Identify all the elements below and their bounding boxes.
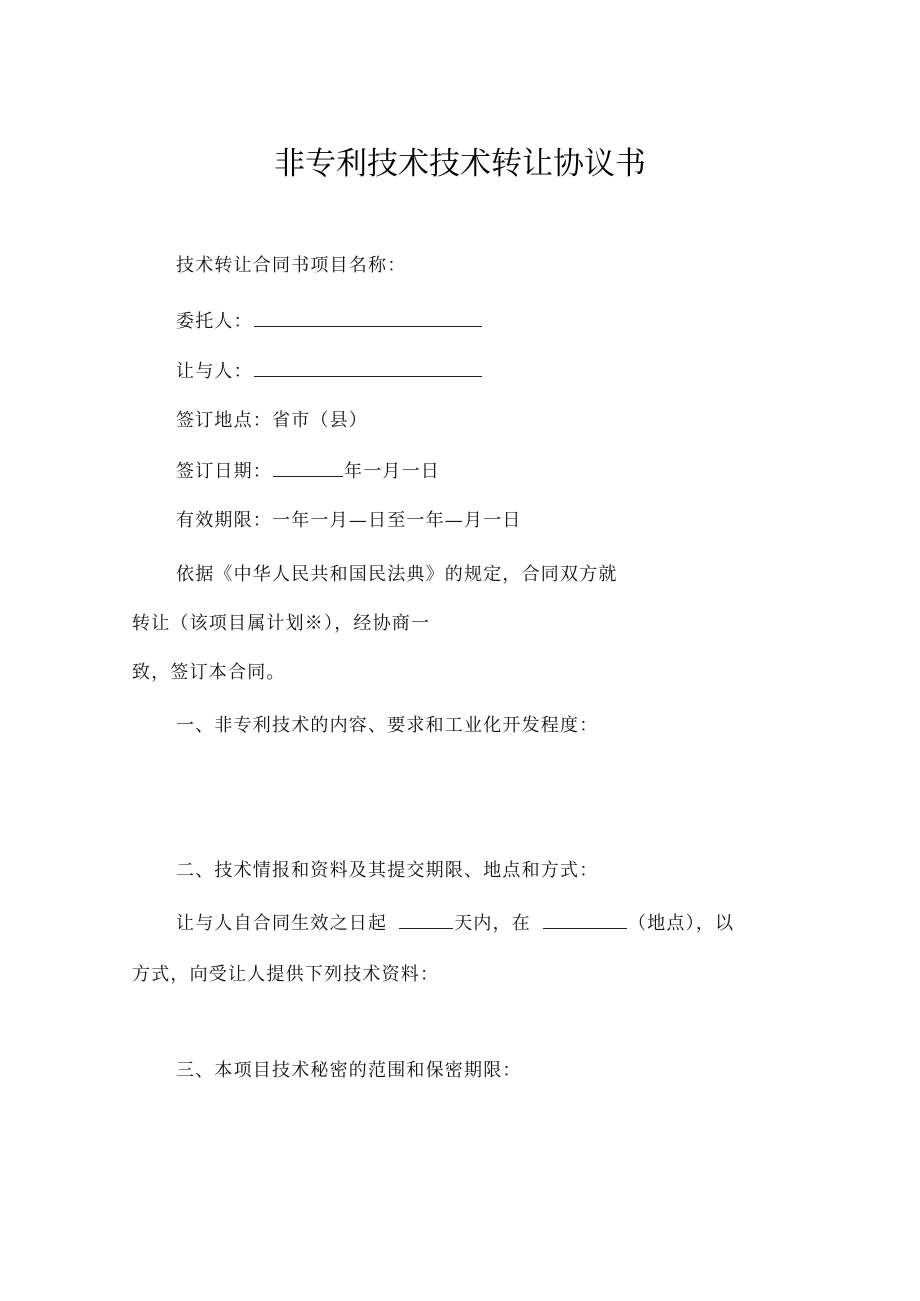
section-2-text-d: 方式，向受让人提供下列技术资料：	[132, 964, 440, 985]
project-name-label: 技术转让合同书项目名称：	[176, 255, 407, 276]
transferor-label: 让与人：	[176, 361, 253, 382]
days-blank	[399, 910, 453, 929]
preamble-text-3: 致，签订本合同。	[132, 662, 286, 683]
transferor-blank	[254, 358, 482, 377]
section-2-heading	[176, 858, 598, 884]
sign-date-rest: 年一月一日	[344, 461, 440, 482]
document-title: 非专利技术技术转让协议书	[274, 146, 646, 182]
client-line	[176, 308, 483, 335]
preamble-text-1: 依据《中华人民共和国民法典》的规定，合同双方就	[176, 564, 618, 585]
section-1-text: 一、非专利技术的内容、要求和工业化开发程度：	[176, 715, 599, 736]
sign-date-label: 签订日期：	[176, 461, 272, 482]
section-2-text: 二、技术情报和资料及其提交期限、地点和方式：	[176, 860, 599, 881]
section-2-text-c: （地点），以	[628, 913, 735, 934]
sign-place-label: 签订地点：省市（县）	[176, 410, 368, 431]
preamble-line-2	[132, 611, 430, 637]
section-2-line-2	[132, 962, 439, 988]
place-blank	[543, 910, 627, 929]
section-2-text-b: 天内，在	[454, 913, 532, 934]
preamble-text-2: 转让（该项目属计划※），经协商一	[132, 613, 431, 634]
preamble-line-1	[176, 562, 618, 588]
section-1-heading	[176, 713, 598, 739]
section-3-text: 三、本项目技术秘密的范围和保密期限：	[176, 1060, 522, 1081]
client-blank	[254, 308, 482, 327]
valid-period-label: 有效期限：一年一月—日至一年—月一日	[176, 510, 522, 531]
sign-date-line	[176, 458, 440, 485]
valid-period-line	[176, 508, 522, 534]
section-3-heading	[176, 1058, 522, 1084]
sign-place-line	[176, 408, 368, 434]
client-label: 委托人：	[176, 311, 253, 332]
sign-date-blank	[273, 458, 343, 477]
project-name-line	[176, 253, 406, 279]
preamble-line-3	[132, 660, 286, 686]
transferor-line	[176, 358, 483, 385]
section-2-line-1	[176, 910, 734, 937]
section-2-text-a: 让与人自合同生效之日起	[176, 913, 388, 934]
